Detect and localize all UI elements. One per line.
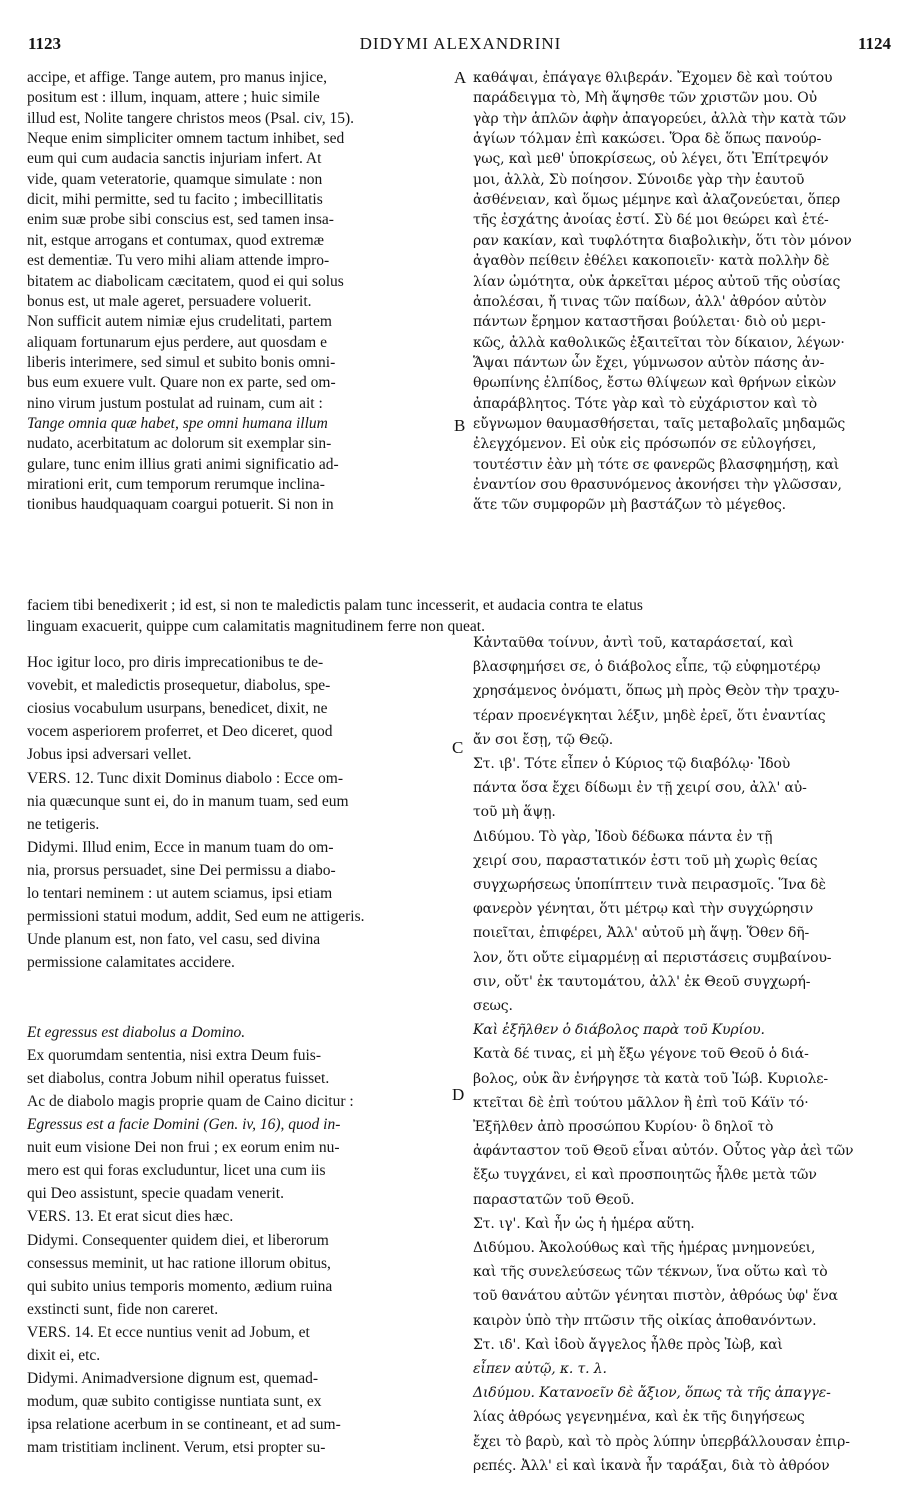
- latin-top-line: mirationi erit, cum temporum rerumque inclina-: [27, 476, 325, 493]
- latin-bottom-line: Didymi. Consequenter quidem diei, et liberorum: [27, 1231, 329, 1249]
- greek-top-line: τουτέστιν ἐὰν μὴ τότε σε φανερῶς βλασφημήσῃ, καὶ: [473, 456, 840, 473]
- latin-bottom-line: nia, prorsus persuadet, sine Dei permissu a diabo-: [27, 861, 336, 879]
- latin-top-line: Non sufficit autem nimiæ ejus crudelitati, partem: [27, 313, 332, 331]
- latin-bottom-line: vovebit, et maledictis prosequetur, diabolus, spe-: [27, 677, 331, 695]
- latin-bottom-line: Didymi. Animadversione dignum est, quemad-: [27, 1370, 319, 1388]
- greek-top-line: ραν κακίαν, καὶ τυφλότητα διαβολικὴν, ὅτι τὸν μόνον: [473, 232, 852, 249]
- greek-bottom-line: τέραν προενέγκηται λέξιν, μηδὲ ἐρεῖ, ὅτι ἐναντίας: [473, 707, 826, 724]
- latin-bottom-line: permissioni statui modum, addit, Sed eum ne attigeris.: [27, 908, 365, 926]
- greek-top-line: κῶς, ἀλλὰ καθολικῶς ἐξαιτεῖται τὸν δίκαιον, λέγων·: [473, 334, 845, 351]
- greek-top-line: ἁγίων τόλμαν ἐπὶ κακώσει. Ὅρα δὲ ὅπως πανούρ-: [473, 131, 822, 148]
- latin-bottom-line: permissione calamitates accidere.: [27, 954, 235, 972]
- greek-top-line: ἀγαθὸν πείθειν ἐθέλει κακοποιεῖν· κατὰ πολλὴν δὲ: [473, 253, 830, 270]
- latin-bottom-line: ciosius vocabulum usurpans, benedicet, dixit, ne: [27, 700, 328, 718]
- greek-top-line: λίαν ὠμότητα, οὐκ ἀρκεῖται μέρος αὐτοῦ τῆς οὐσίας: [473, 273, 841, 290]
- greek-bottom-line: τοῦ μὴ ἅψῃ.: [473, 804, 556, 821]
- latin-bottom-line: mam tristitiam inclinent. Verum, etsi propter su-: [27, 1439, 326, 1457]
- greek-bottom-line: ἄν σοι ἔσῃ, τῷ Θεῷ.: [473, 731, 614, 748]
- greek-bottom-line: Κἀνταῦθα τοίνυν, ἀντὶ τοῦ, καταράσεταί, καὶ: [473, 635, 794, 651]
- latin-bottom-line: Jobus ipsi adversari vellet.: [27, 746, 192, 764]
- latin-bottom-line: nuit eum visione Dei non frui ; ex eorum enim nu-: [27, 1139, 340, 1157]
- greek-bottom-line: χειρί σου, παραστατικόν ἐστι τοῦ μὴ χωρὶς θείας: [473, 852, 818, 869]
- greek-top-line: ἐναντίον σου θρασυνόμενος ἀκονήσει τὴν γλῶσσαν,: [473, 477, 842, 493]
- greek-bottom-line: Διδύμου. Ἀκολούθως καὶ τῆς ἡμέρας μνημονεύει,: [473, 1240, 816, 1256]
- greek-bottom-line: φανερὸν γένηται, ὅτι μέτρῳ καὶ τὴν συγχώρησιν: [473, 901, 814, 918]
- latin-top-line: est dementiæ. Tu vero mihi aliam attende impro-: [27, 252, 330, 270]
- latin-bottom-line: VERS. 12. Tunc dixit Dominus diabolo : Ecce om-: [27, 769, 344, 787]
- latin-bottom-line: dixit ei, etc.: [27, 1347, 101, 1364]
- latin-top-line: gulare, tunc enim illius grati animi significatio ad-: [27, 455, 339, 473]
- greek-bottom-line: τοῦ θανάτου αὐτῶν γένηται πιστὸν, ἀθρόως ὑφ' ἕνα: [473, 1288, 838, 1305]
- greek-bottom-line: ρεπές. Ἀλλ' εἰ καὶ ἱκανὰ ἦν ταράξαι, διὰ τὸ ἀθρόον: [473, 1457, 830, 1474]
- latin-bottom-line: VERS. 14. Et ecce nuntius venit ad Jobum, et: [27, 1323, 310, 1341]
- latin-bottom-line: qui Deo assistunt, specie quadam venerit.: [27, 1185, 284, 1203]
- page-header: [0, 34, 921, 58]
- greek-top-line: πάντων ἔρημον καταστῆσαι βούλεται· διὸ οὐ μερι-: [473, 314, 826, 331]
- latin-top-line: enim suæ probe sibi conscius est, sed tamen insa-: [27, 211, 334, 229]
- latin-bottom-line: Ac de diabolo magis proprie quam de Caino dicitur :: [27, 1092, 354, 1110]
- greek-bottom-line: λίας ἀθρόως γεγενημένα, καὶ ἐκ τῆς διηγήσεως: [473, 1409, 805, 1426]
- greek-top-line: θρωπίνης ἐλπίδος, ἔστω θλίψεων καὶ θρήνων εἰκὼν: [473, 375, 837, 392]
- margin-marker-a: A: [454, 68, 467, 87]
- latin-top-line: positum est : illum, inquam, attere ; huic simile: [27, 89, 320, 107]
- greek-top-line: γως, καὶ μεθ' ὑποκρίσεως, οὐ λέγει, ὅτι Ἐπίτρεψόν: [473, 151, 829, 168]
- greek-bottom-line: σιν, οὔτ' ἐκ ταυτομάτου, ἀλλ' ἐκ Θεοῦ συγχωρή-: [473, 973, 811, 990]
- page-number-right: 1124: [857, 34, 891, 53]
- greek-bottom-line: Στ. ιδ'. Καὶ ἰδοὺ ἄγγελος ἦλθε πρὸς Ἰὼβ, καὶ: [473, 1336, 783, 1353]
- greek-bottom-line: ἀφάνταστον τοῦ Θεοῦ εἶναι αὐτόν. Οὗτος γὰρ ἀεὶ τῶν: [473, 1143, 854, 1160]
- latin-top-line: eum qui cum audacia sanctis injuriam infert. At: [27, 150, 322, 168]
- latin-bottom-line: Egressus est a facie Domini (Gen. iv, 16), quod in-: [27, 1116, 341, 1133]
- latin-top-line: vide, quam veteratorie, quamque simulate : non: [27, 170, 323, 188]
- margin-marker-c: C: [452, 738, 464, 757]
- greek-top-line: γὰρ τὴν ἁπλῶν ἀφὴν ἀπαγορεύει, ἀλλὰ τὴν κατὰ τῶν: [473, 110, 847, 127]
- latin-bottom-line: qui subito unius temporis momento, ædium ruina: [27, 1277, 333, 1295]
- greek-bottom-line: Ἐξῆλθεν ἀπὸ προσώπου Κυρίου· ὃ δηλοῖ τὸ: [473, 1119, 774, 1135]
- greek-bottom-line: Στ. ιβ'. Τότε εἶπεν ὁ Κύριος τῷ διαβόλῳ· Ἰδοὺ: [473, 756, 791, 772]
- greek-bottom-line: συγχωρήσεως ὑποπίπτειν τινὰ πειρασμοῖς. Ἵνα δὲ: [473, 877, 826, 893]
- greek-bottom-line: βλασφημήσει σε, ὁ διάβολος εἶπε, τῷ εὐφημοτέρῳ: [473, 659, 821, 676]
- greek-bottom-line: ἔξω τυγχάνει, εἰ καὶ προσποιητῶς ἦλθε μετὰ τῶν: [473, 1167, 817, 1184]
- page-number-left: 1123: [28, 34, 62, 53]
- latin-top-line: accipe, et affige. Tange autem, pro manus injice,: [27, 69, 328, 86]
- latin-bottom-line: modum, quæ subito contigisse nuntiata sunt, ex: [27, 1393, 322, 1411]
- greek-top-line: παράδειγμα τὸ, Μὴ ἅψησθε τῶν χριστῶν μου. Οὐ: [473, 90, 817, 107]
- latin-top-line: dicit, mihi permitte, sed tu facito ; imbecillitatis: [27, 191, 323, 209]
- greek-bottom-line: λον, ὅτι οὔτε εἱμαρμένῃ αἱ περιστάσεις συμβαίνου-: [473, 949, 832, 966]
- latin-bottom-line: Et egressus est diabolus a Domino.: [27, 1023, 246, 1041]
- greek-top-line: ἀσθένειαν, καὶ ὅμως μέμηνε καὶ ἀλαζονεύεται, ὅπερ: [473, 192, 841, 209]
- greek-bottom-line: Διδύμου. Κατανοεῖν δὲ ἄξιον, ὅπως τὰ τῆς ἀπαγγε-: [473, 1385, 831, 1402]
- latin-top-line: aliquam fortunarum ejus perdere, aut quosdam e: [27, 333, 327, 351]
- latin-top-line: nino virum justum postulat ad ruinam, cum ait :: [27, 394, 323, 412]
- latin-bottom-line: Hoc igitur loco, pro diris imprecationibus te de-: [27, 654, 324, 671]
- greek-top-line: εὔγνωμον θαυμασθήσεται, ταῖς μεταβολαῖς μηδαμῶς: [473, 415, 846, 432]
- greek-top-line: ἀπαράβλητος. Τότε γὰρ καὶ τὸ εὐχάριστον καὶ τὸ: [473, 395, 818, 412]
- greek-top-line: ἐλεγχόμενον. Εἰ οὐκ εἰς πρόσωπόν σε εὐλογήσει,: [473, 436, 817, 453]
- margin-marker-d: D: [452, 1085, 465, 1104]
- latin-bottom-line: nia quæcunque sunt ei, do in manum tuam, sed eum: [27, 792, 349, 810]
- greek-bottom-line: ποιεῖται, ἐπιφέρει, Ἀλλ' αὐτοῦ μὴ ἅψῃ. Ὅθεν δῆ-: [473, 925, 810, 942]
- margin-marker-b: B: [454, 416, 466, 435]
- running-title: DIDYMI ALEXANDRINI: [359, 34, 562, 53]
- greek-top-line: ἅτε τῶν συμφορῶν μὴ βαστάζων τὸ μέγεθος.: [473, 497, 786, 514]
- greek-bottom-line: ἔχει τὸ βαρὺ, καὶ τὸ πρὸς λύπην ὑπερβάλλουσαν ἐπιρ-: [473, 1433, 850, 1450]
- latin-bottom-line: lo tentari neminem : ut autem sciamus, ipsi etiam: [27, 885, 333, 902]
- greek-bottom-line: βολος, οὐκ ἂν ἐνήργησε τὰ κατὰ τοῦ Ἰώβ. Κυριολε-: [473, 1070, 828, 1087]
- greek-bottom-line: Διδύμου. Τὸ γὰρ, Ἰδοὺ δέδωκα πάντα ἐν τῇ: [473, 828, 773, 845]
- latin-top-line: tionibus haudquaquam coargui potuerit. Si non in: [27, 496, 334, 514]
- greek-bottom-line: εἶπεν αὐτῷ, κ. τ. λ.: [473, 1361, 607, 1377]
- latin-top-line: Neque enim simpliciter omnem tactum inhibet, sed: [27, 130, 345, 148]
- latin-top-line: nit, estque arrogans et contumax, quod extremæ: [27, 231, 325, 249]
- latin-top-line: bonus est, ut male ageret, persuadere voluerit.: [27, 292, 312, 310]
- greek-bottom-line: πάντα ὅσα ἔχει δίδωμι ἐν τῇ χειρί σου, ἀλλ' αὐ-: [473, 780, 807, 797]
- greek-bottom-line: Στ. ιγ'. Καὶ ἦν ὡς ἡ ἡμέρα αὕτη.: [473, 1215, 695, 1232]
- latin-bottom-line: VERS. 13. Et erat sicut dies hæc.: [27, 1208, 234, 1226]
- latin-top-line: Tange omnia quæ habet, spe omni humana illum: [27, 414, 328, 432]
- latin-bottom-line: ne tetigeris.: [27, 815, 100, 833]
- greek-bottom-line: καιρὸν ὑπὸ τὴν πτῶσιν τῆς οἰκίας ἀποθανόντων.: [473, 1312, 817, 1329]
- latin-bottom-line: consessus meminit, ut hac ratione illorum obitus,: [27, 1254, 331, 1272]
- latin-bottom-line: Ex quorumdam sententia, nisi extra Deum fuis-: [27, 1046, 322, 1064]
- latin-bottom-line: ipsa relatione acerbum in se contineant, et ad sum-: [27, 1416, 341, 1434]
- latin-bottom-line: Unde planum est, non fato, vel casu, sed divina: [27, 931, 321, 949]
- wide-line: faciem tibi benedixerit ; id est, si non te maledictis palam tunc incesserit, et audacia contra te elatus: [27, 597, 643, 614]
- greek-top-line: μοι, ἀλλὰ, Σὺ ποίησον. Σύνοιδε γὰρ τὴν ἑαυτοῦ: [473, 171, 805, 188]
- latin-bottom-line: Didymi. Illud enim, Ecce in manum tuam do om-: [27, 838, 334, 856]
- latin-bottom-line: mero est qui foras excluduntur, licet una cum iis: [27, 1162, 326, 1180]
- greek-bottom-line: Καὶ ἐξῆλθεν ὁ διάβολος παρὰ τοῦ Κυρίου.: [473, 1022, 765, 1039]
- latin-top-line: illud est, Nolite tangere christos meos (Psal. civ, 15).: [27, 109, 355, 127]
- greek-bottom-line: κτεῖται δὲ ἐπὶ τούτου μᾶλλον ἢ ἐπὶ τοῦ Κάϊν τό·: [473, 1094, 809, 1111]
- greek-top-line: Ἅψαι πάντων ὧν ἔχει, γύμνωσον αὐτὸν πάσης ἀν-: [473, 354, 825, 371]
- latin-bottom-line: set diabolus, contra Jobum nihil operatus fuisset.: [27, 1069, 330, 1087]
- greek-bottom-line: Κατὰ δέ τινας, εἰ μὴ ἔξω γέγονε τοῦ Θεοῦ ὁ διά-: [473, 1046, 809, 1063]
- greek-top-line: τῆς ἐσχάτης ἀνοίας ἐστί. Σὺ δέ μοι θεώρει καὶ ἑτέ-: [473, 212, 829, 229]
- greek-top-line: καθάψαι, ἐπάγαγε θλιβεράν. Ἔχομεν δὲ καὶ τούτου: [473, 70, 833, 86]
- greek-bottom-line: χρησάμενος ὀνόματι, ὅπως μὴ πρὸς Θεὸν τὴν τραχυ-: [473, 683, 840, 700]
- wide-line: linguam exacuerit, quippe cum calamitatis magnitudinem ferre non queat.: [27, 617, 485, 635]
- latin-top-line: bitatem ac diabolicam cæcitatem, quod ei qui solus: [27, 272, 344, 290]
- latin-bottom-line: vocem asperiorem proferret, et Deo diceret, quod: [27, 723, 333, 741]
- latin-top-line: bus eum exuere vult. Quare non ex parte, sed om-: [27, 374, 336, 392]
- greek-bottom-line: παραστατῶν τοῦ Θεοῦ.: [473, 1191, 635, 1208]
- greek-top-line: ἀπολέσαι, ἤ τινας τῶν παίδων, ἀλλ' ἀθρόον αὐτὸν: [473, 293, 827, 310]
- latin-bottom-line: exstincti sunt, fide non careret.: [27, 1300, 219, 1318]
- latin-top-line: nudato, acerbitatum ac dolorum sit exemplar sin-: [27, 435, 332, 453]
- latin-top-line: liberis interimere, sed simul et subito bonis omni-: [27, 353, 336, 371]
- greek-bottom-line: καὶ τῆς συνελεύσεως τῶν τέκνων, ἵνα οὕτω καὶ τὸ: [473, 1264, 828, 1281]
- greek-bottom-line: σεως.: [473, 998, 513, 1014]
